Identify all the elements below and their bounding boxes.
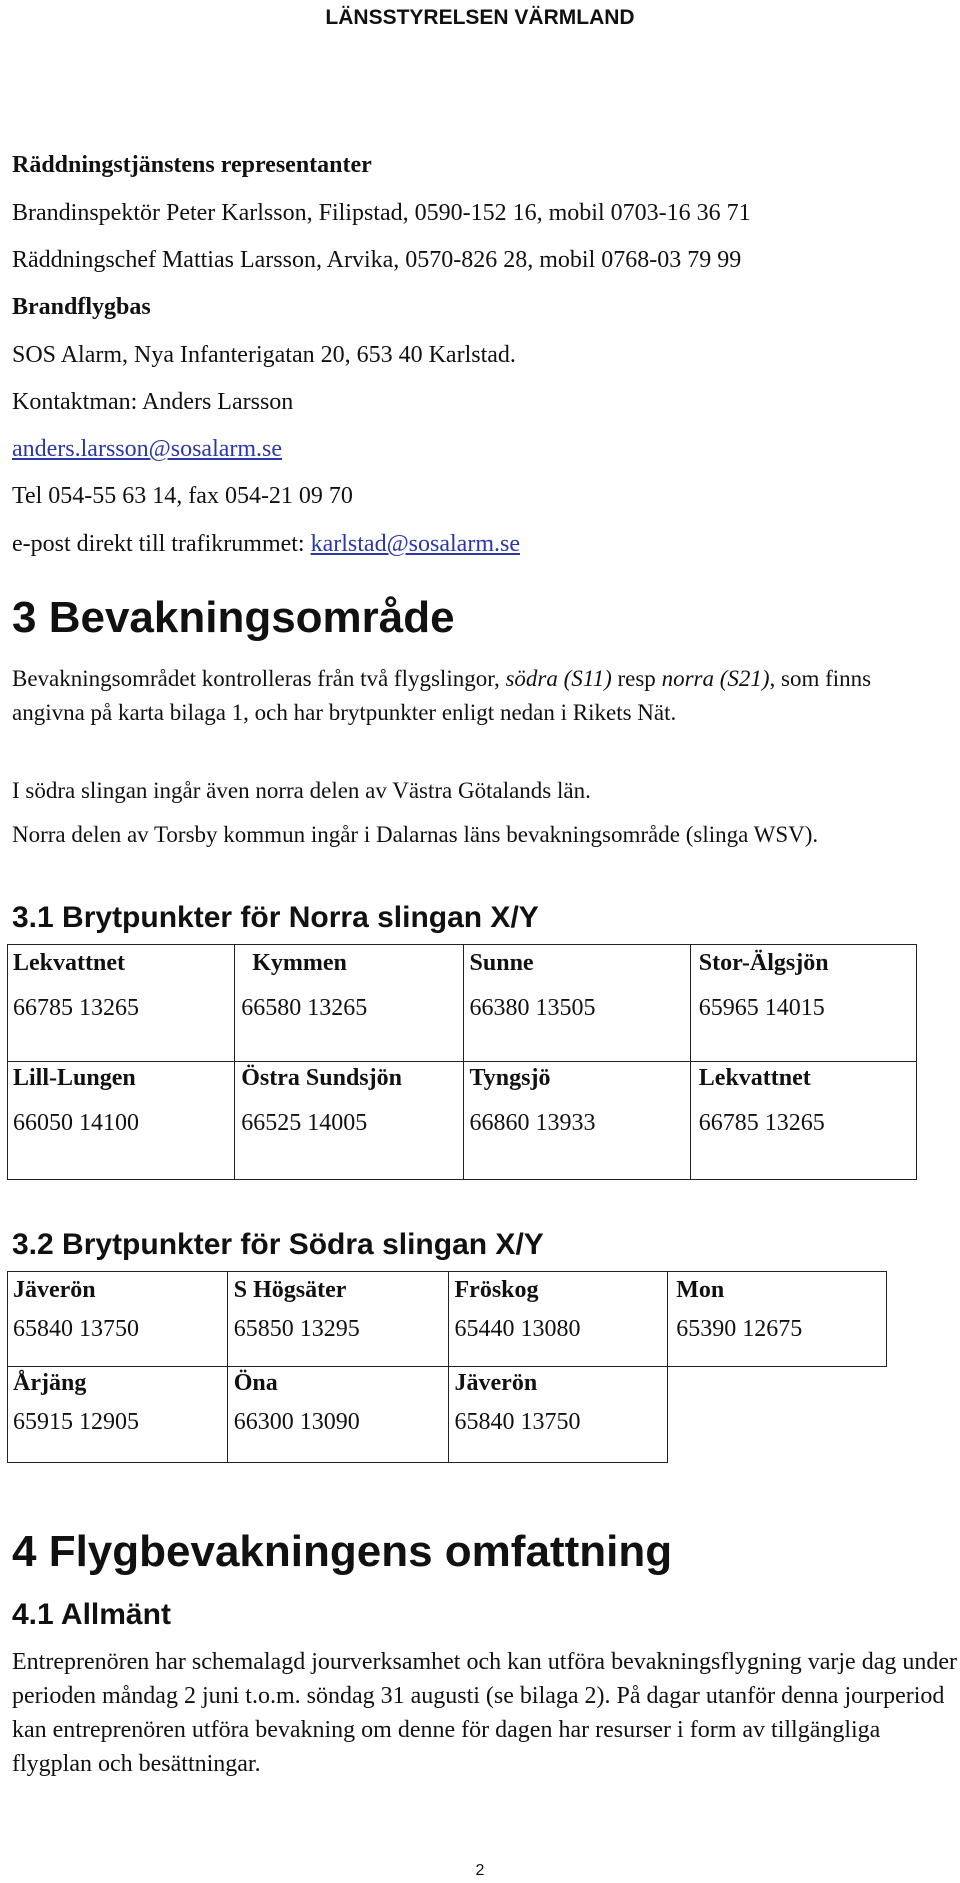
north-point-cell — [463, 1062, 690, 1180]
south-point-cell — [448, 1272, 668, 1367]
section-3-2-heading: 3.2 Brytpunkter för Södra slingan X/Y — [12, 1228, 544, 1261]
section-3-paragraph-2: I södra slingan ingår även norra delen av Västra Götalands län. — [12, 778, 591, 803]
point-name: Öna — [233, 1370, 278, 1396]
point-name: Lekvattnet — [698, 1065, 811, 1091]
point-name: Stor-Älgsjön — [698, 950, 829, 976]
section-4-heading: 4 Flygbevakningens omfattning — [12, 1527, 673, 1576]
point-coord: 66050 14100 — [13, 1110, 139, 1136]
document-header: LÄNSSTYRELSEN VÄRMLAND — [325, 6, 635, 29]
point-name: Fröskog — [454, 1277, 539, 1303]
flygbas-direct — [12, 531, 520, 558]
flygbas-title: Brandflygbas — [12, 294, 151, 320]
north-point-cell — [690, 1062, 916, 1180]
point-name: Lill-Lungen — [13, 1065, 136, 1091]
point-name: Jäverön — [13, 1277, 96, 1303]
page-number: 2 — [475, 1862, 485, 1879]
rep-title: Räddningstjänstens representanter — [12, 152, 372, 178]
south-point-cell — [448, 1367, 668, 1463]
section-3-1-heading: 3.1 Brytpunkter för Norra slingan X/Y — [12, 901, 539, 934]
point-coord: 66860 13933 — [469, 1110, 596, 1136]
south-point-cell — [8, 1367, 228, 1463]
section-3-heading: 3 Bevakningsområde — [12, 593, 455, 642]
section-3-paragraph-3: Norra delen av Torsby kommun ingår i Dalarnas läns bevakningsområde (slinga WSV). — [12, 822, 819, 847]
section-4-paragraph-1: Entreprenören har schemalagd jourverksamhet och kan utföra bevakningsflygning varje dag under perioden måndag 2 juni t.o.m. söndag 31 augusti (se bilaga 2). På dagar utanför denna jourperiod kan entreprenören utföra bevakning om denne för dagen har resurser i form av tillgängliga flygplan och besättningar. — [12, 1649, 957, 1777]
point-coord: 66785 13265 — [13, 995, 139, 1021]
point-coord: 66525 14005 — [241, 1110, 368, 1136]
p1-north-loop: norra (S21) — [661, 666, 770, 691]
point-coord: 65440 13080 — [454, 1316, 581, 1342]
flygbas-address: SOS Alarm, Nya Infanterigatan 20, 653 40 Karlstad. — [12, 342, 516, 368]
point-coord: 66580 13265 — [241, 995, 368, 1021]
point-name: Mon — [676, 1277, 725, 1303]
point-name: Sunne — [469, 950, 534, 976]
point-name: Kymmen — [252, 950, 347, 976]
p1-text-b: resp — [611, 666, 662, 691]
point-name: Lekvattnet — [13, 950, 125, 976]
north-point-cell — [8, 1062, 235, 1180]
empty-cell — [668, 1367, 887, 1463]
point-name: Östra Sundsjön — [241, 1065, 402, 1091]
point-coord: 65840 13750 — [13, 1316, 139, 1342]
point-coord: 65840 13750 — [454, 1409, 581, 1435]
north-point-cell — [8, 945, 235, 1062]
south-point-cell — [8, 1272, 228, 1367]
rep-line-1: Brandinspektör Peter Karlsson, Filipstad, 0590-152 16, mobil 0703-16 36 71 — [12, 200, 751, 226]
flygbas-contact: Kontaktman: Anders Larsson — [12, 389, 294, 415]
point-name: Tyngsjö — [469, 1065, 551, 1091]
point-name: Årjäng — [13, 1370, 87, 1396]
point-coord: 65965 14015 — [698, 995, 825, 1021]
flygbas-phone: Tel 054-55 63 14, fax 054-21 09 70 — [12, 483, 353, 509]
south-point-cell — [668, 1272, 887, 1367]
north-point-cell — [690, 945, 916, 1062]
north-point-cell — [235, 1062, 463, 1180]
flygbas-direct-email-link[interactable]: karlstad@sosalarm.se — [310, 531, 520, 557]
p1-text-a: Bevakningsområdet kontrolleras från två flygslingor, — [12, 666, 506, 691]
point-name: Jäverön — [454, 1370, 538, 1396]
north-point-cell — [235, 945, 463, 1062]
section-3-paragraph-1 — [12, 662, 942, 730]
point-coord: 66785 13265 — [698, 1110, 825, 1136]
north-point-cell — [463, 945, 690, 1062]
point-coord: 65850 13295 — [233, 1316, 360, 1342]
p1-south-loop: södra (S11) — [505, 666, 612, 691]
flygbas-email-link[interactable]: anders.larsson@sosalarm.se — [12, 436, 283, 462]
south-points-table — [7, 1271, 887, 1463]
point-coord: 65915 12905 — [13, 1409, 139, 1435]
p1-text-c: , som finns angivna på karta bilaga 1, och har brytpunkter enligt nedan i Rikets Nät. — [12, 666, 872, 725]
point-coord: 66380 13505 — [469, 995, 596, 1021]
point-name: S Högsäter — [233, 1277, 347, 1303]
flygbas-direct-label: e-post direkt till trafikrummet: — [12, 531, 311, 557]
section-4-1-heading: 4.1 Allmänt — [12, 1598, 171, 1631]
south-point-cell — [227, 1367, 448, 1463]
point-coord: 66300 13090 — [233, 1409, 360, 1435]
point-coord: 65390 12675 — [676, 1316, 803, 1342]
rep-line-2: Räddningschef Mattias Larsson, Arvika, 0570-826 28, mobil 0768-03 79 99 — [12, 247, 742, 273]
south-point-cell — [227, 1272, 448, 1367]
north-points-table — [7, 944, 917, 1180]
